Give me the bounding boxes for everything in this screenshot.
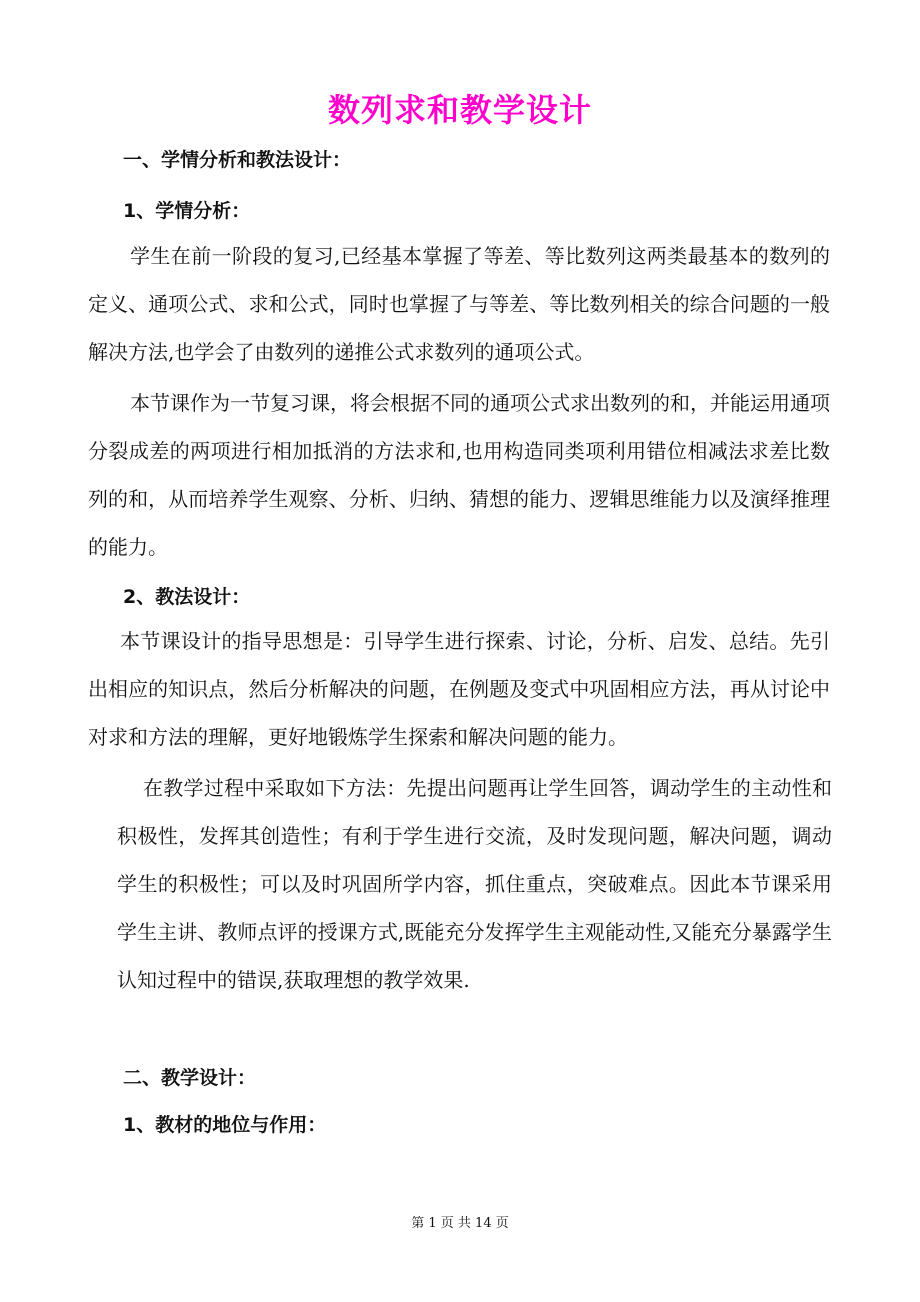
paragraph-2: 本节课作为一节复习课，将会根据不同的通项公式求出数列的和，并能运用通项分裂成差的两项进行相加抵消的方法求和,也用构造同类项利用错位相减法求差比数列的和，从而培养学生观察、分析、归纳、猜想的能力、逻辑思维能力以及演绎推理的能力。 [88,391,830,559]
document-title: 数列求和教学设计 [327,91,592,129]
paragraph-3: 本节课设计的指导思想是：引导学生进行探索、讨论，分析、启发、总结。先引出相应的知识点，然后分析解决的问题，在例题及变式中巩固相应方法，再从讨论中对求和方法的理解，更好地锻炼学生探索和解决问题的能力。 [88,629,830,749]
subsection-heading-1-2: 2、教法设计： [123,586,251,608]
page-footer: 第 1 页 共 14 页 [411,1216,509,1231]
section-heading-2: 二、教学设计： [123,1067,257,1089]
subsection-heading-2-1: 1、教材的地位与作用： [123,1114,327,1136]
subsection-heading-1-1: 1、学情分析： [123,200,251,222]
paragraph-1: 学生在前一阶段的复习,已经基本掌握了等差、等比数列这两类最基本的数列的定义、通项公式、求和公式，同时也掌握了与等差、等比数列相关的综合问题的一般解决方法,也学会了由数列的递推公式求数列的通项公式。 [88,244,830,364]
paragraph-4: 在教学过程中采取如下方法：先提出问题再让学生回答，调动学生的主动性和积极性，发挥其创造性；有利于学生进行交流，及时发现问题，解决问题，调动学生的积极性；可以及时巩固所学内容，抓住重点，突破难点。因此本节课采用学生主讲、教师点评的授课方式,既能充分发挥学生主观能动性,又能充分暴露学生认知过程中的错误,获取理想的教学效果. [117,776,832,992]
section-heading-1: 一、学情分析和教法设计： [123,149,352,171]
